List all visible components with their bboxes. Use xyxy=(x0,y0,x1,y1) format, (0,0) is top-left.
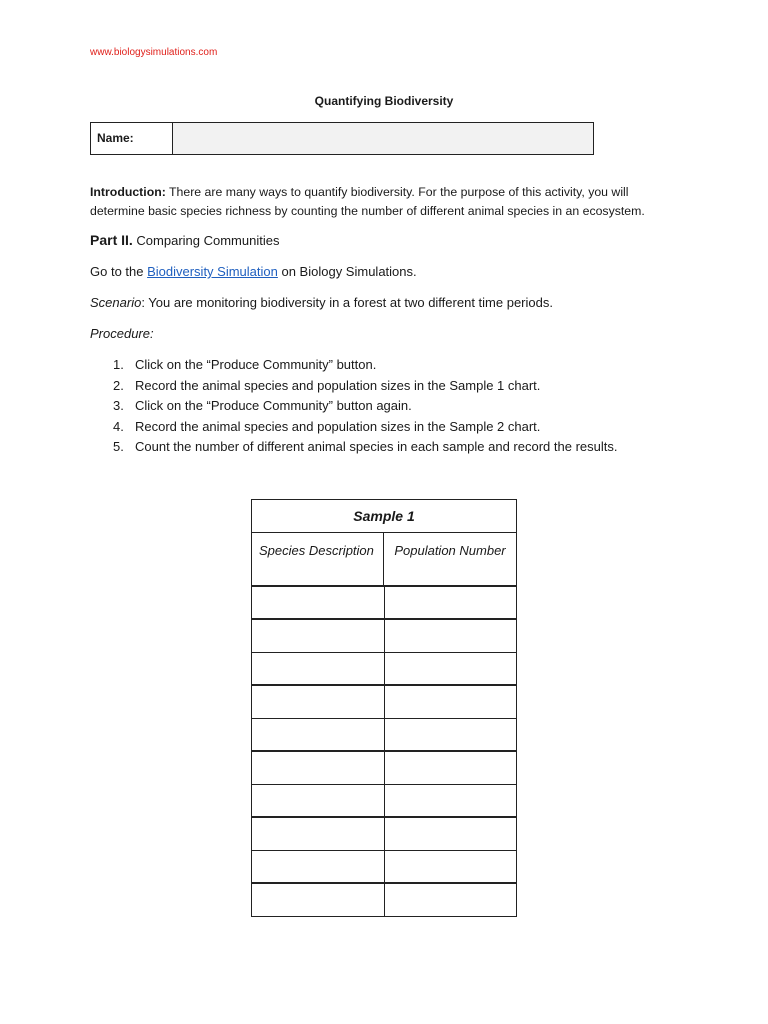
step-text: Click on the “Produce Community” button. xyxy=(135,357,377,372)
sample-table-body xyxy=(252,587,516,916)
procedure-label: Procedure: xyxy=(90,326,154,341)
sample-table-header xyxy=(252,533,516,587)
population-number-cell[interactable] xyxy=(385,818,516,850)
step-number: 5. xyxy=(113,439,124,454)
procedure-step xyxy=(90,376,710,397)
species-description-cell[interactable] xyxy=(252,719,385,750)
name-box xyxy=(90,122,594,155)
table-row xyxy=(252,653,516,686)
population-number-cell[interactable] xyxy=(385,653,516,684)
name-label: Name: xyxy=(91,123,173,154)
step-number: 2. xyxy=(113,377,124,393)
table-row xyxy=(252,818,516,851)
document-title: Quantifying Biodiversity xyxy=(314,94,454,108)
step-number: 4. xyxy=(113,418,124,434)
table-row xyxy=(252,719,516,752)
scenario-text: : You are monitoring biodiversity in a forest at two different time periods. xyxy=(141,295,553,310)
table-row xyxy=(252,785,516,818)
population-number-cell[interactable] xyxy=(385,851,516,882)
site-url[interactable]: www.biologysimulations.com xyxy=(90,47,218,58)
procedure-step xyxy=(90,417,710,438)
species-description-header: Species Description xyxy=(252,533,384,585)
table-row xyxy=(252,587,516,620)
name-input[interactable] xyxy=(173,123,593,154)
goto-paragraph xyxy=(90,264,417,279)
part-label: Part II. xyxy=(90,232,133,248)
goto-after: on Biology Simulations. xyxy=(277,264,417,279)
population-number-cell[interactable] xyxy=(385,620,516,652)
species-description-cell[interactable] xyxy=(252,620,385,652)
step-number: 1. xyxy=(113,357,124,372)
procedure-step xyxy=(90,396,710,417)
species-description-cell[interactable] xyxy=(252,884,385,916)
species-description-cell[interactable] xyxy=(252,686,385,718)
population-number-cell[interactable] xyxy=(385,719,516,750)
table-row xyxy=(252,884,516,916)
introduction-paragraph xyxy=(90,183,675,221)
population-number-cell[interactable] xyxy=(385,587,516,618)
biodiversity-simulation-link[interactable]: Biodiversity Simulation xyxy=(147,264,278,279)
sample-table-title: Sample 1 xyxy=(252,500,516,533)
step-text: Click on the “Produce Community” button again. xyxy=(135,398,412,413)
table-row xyxy=(252,686,516,719)
species-description-cell[interactable] xyxy=(252,851,385,882)
procedure-list xyxy=(90,355,710,458)
species-description-cell[interactable] xyxy=(252,785,385,816)
step-text: Count the number of different animal species in each sample and record the results. xyxy=(135,439,618,454)
species-description-cell[interactable] xyxy=(252,653,385,684)
population-number-cell[interactable] xyxy=(385,884,516,916)
part-title: Comparing Communities xyxy=(132,233,280,248)
part-heading xyxy=(90,232,279,248)
scenario-paragraph xyxy=(90,295,553,310)
introduction-label: Introduction: xyxy=(90,185,166,199)
scenario-label: Scenario xyxy=(90,295,142,310)
species-description-cell[interactable] xyxy=(252,752,385,784)
species-description-cell[interactable] xyxy=(252,587,385,618)
table-row xyxy=(252,620,516,653)
sample-1-table xyxy=(251,499,517,917)
goto-before: Go to the xyxy=(90,264,148,279)
procedure-step xyxy=(90,355,710,376)
population-number-cell[interactable] xyxy=(385,785,516,816)
table-row xyxy=(252,851,516,884)
population-number-cell[interactable] xyxy=(385,686,516,718)
step-text: Record the animal species and population sizes in the Sample 2 chart. xyxy=(135,418,541,434)
procedure-step xyxy=(90,437,710,458)
table-row xyxy=(252,752,516,785)
species-description-cell[interactable] xyxy=(252,818,385,850)
population-number-header: Population Number xyxy=(394,543,506,558)
step-text: Record the animal species and population sizes in the Sample 1 chart. xyxy=(135,377,541,393)
population-number-cell[interactable] xyxy=(385,752,516,784)
step-number: 3. xyxy=(113,398,124,413)
introduction-text: There are many ways to quantify biodiversity. For the purpose of this activity, you will determine basic species richness by counting the number of different animal species in an ecosystem. xyxy=(90,185,645,218)
